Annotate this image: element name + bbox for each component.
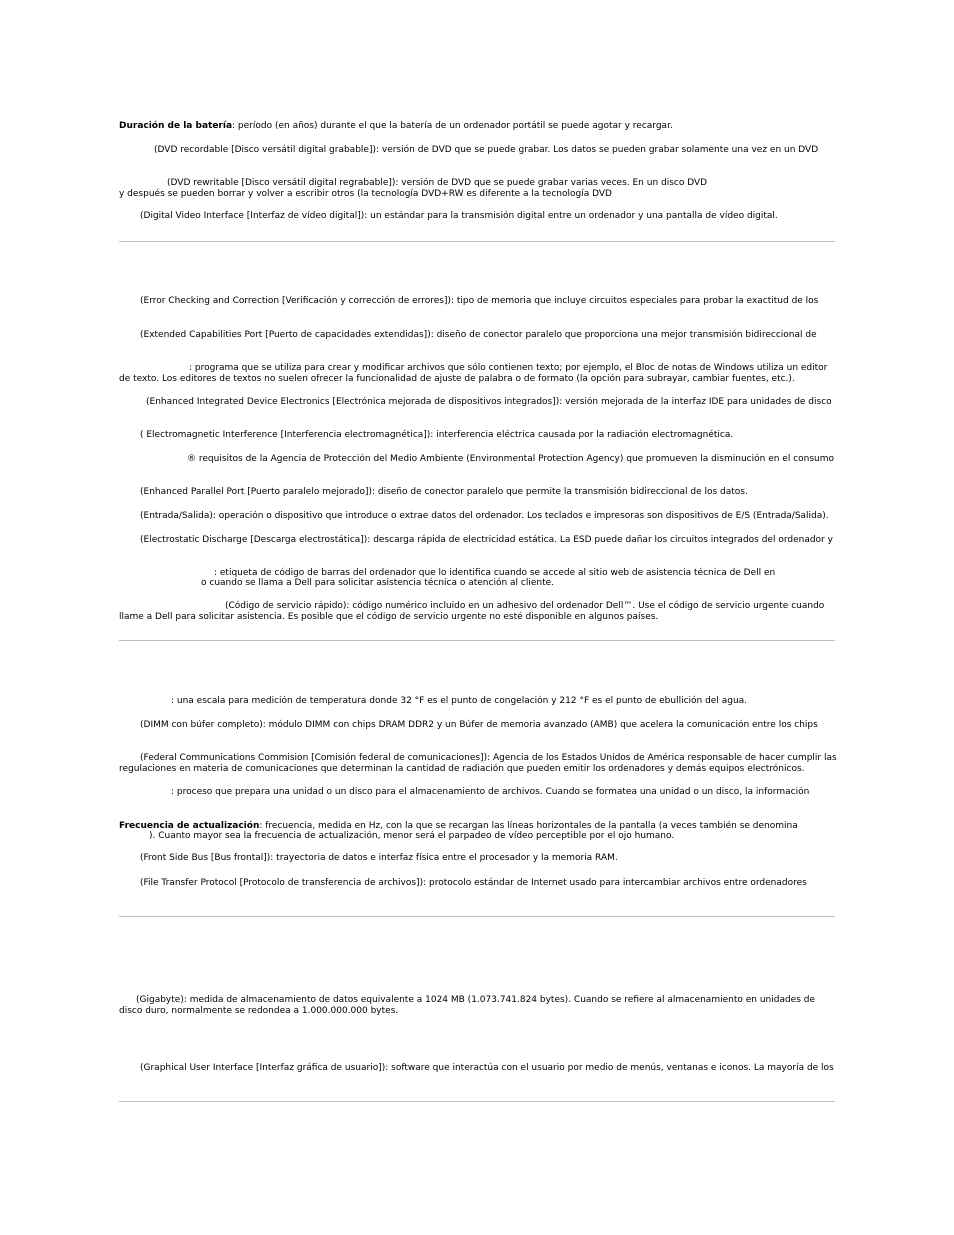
entry-gb-line2: disco duro, normalmente se redondea a 1.000.000.000 bytes. [119,1006,399,1016]
entry-dvi: (Digital Video Interface [Interfaz de vídeo digital]): un estándar para la transmisión digital entre un ordenador y una pantalla de vídeo digital. [140,211,778,221]
section-divider [119,916,835,917]
entry-fcc-line2: regulaciones en materia de comunicaciones que determinan la cantidad de radiación que pueden emitir los ordenadores y demás equipos electrónicos. [119,764,805,774]
entry-fsb: (Front Side Bus [Bus frontal]): trayectoria de datos e interfaz física entre el procesador y la memoria RAM. [140,853,618,863]
entry-etiqueta-line2: o cuando se llama a Dell para solicitar asistencia técnica o atención al cliente. [201,578,555,588]
section-divider [119,640,835,641]
entry-energy-star: ® requisitos de la Agencia de Protección del Medio Ambiente (Environmental Protection Agency) que promueven la disminución en el consumo [187,454,835,464]
entry-codigo-servicio-line2: llame a Dell para solicitar asistencia. Es posible que el código de servicio urgente no esté disponible en algunos países. [119,612,659,622]
entry-ftp: (File Transfer Protocol [Protocolo de transferencia de archivos]): protocolo estándar de Internet usado para intercambiar archivos entre ordenadores [140,878,807,888]
term-duracion-bateria: Duración de la batería [119,121,233,131]
entry-dvd-rw-line1: (DVD rewritable [Disco versátil digital regrabable]): versión de DVD que se puede grabar varias veces. En un disco DVD [167,178,708,188]
entry-duracion-bateria [119,121,835,132]
entry-fbd: (DIMM con búfer completo): módulo DIMM con chips DRAM DDR2 y un Búfer de memoria avanzado (AMB) que acelera la comunicación entre los chips [140,720,818,730]
entry-dvd-r: (DVD recordable [Disco versátil digital grabable]): versión de DVD que se puede grabar. Los datos se pueden grabar solamente una vez en un DVD [154,145,819,155]
entry-etiqueta-line1: : etiqueta de código de barras del ordenador que lo identifica cuando se accede al sitio web de asistencia técnica de Dell en [214,568,776,578]
entry-emi: ( Electromagnetic Interference [Interferencia electromagnética]): interferencia eléctrica causada por la radiación electromagnética. [140,430,734,440]
entry-fcc-line1: (Federal Communications Commision [Comisión federal de comunicaciones]): Agencia de los Estados Unidos de América responsable de hacer cumplir las [140,753,837,763]
term-frecuencia-actualizacion: Frecuencia de actualización [119,821,260,831]
section-divider [119,241,835,242]
entry-ecp: (Extended Capabilities Port [Puerto de capacidades extendidas]): diseño de conector paralelo que proporciona una mejor transmisión bidireccional de [140,330,817,340]
entry-gb-line1: (Gigabyte): medida de almacenamiento de datos equivalente a 1024 MB (1.073.741.824 bytes). Cuando se refiere al almacenamiento en unidades de [136,995,816,1005]
entry-formatear: : proceso que prepara una unidad o un disco para el almacenamiento de archivos. Cuando se formatea una unidad o un disco, la información [171,787,810,797]
entry-eide: (Enhanced Integrated Device Electronics [Electrónica mejorada de dispositivos integrados]): versión mejorada de la interfaz IDE para unidades de disco [146,397,832,407]
section-divider [119,1101,835,1102]
entry-fahrenheit: : una escala para medición de temperatura donde 32 °F es el punto de congelación y 212 °F es el punto de ebullición del agua. [171,696,748,706]
definition-text: : período (en años) durante el que la batería de un ordenador portátil se puede agotar y recargar. [232,121,673,131]
entry-es: (Entrada/Salida): operación o dispositivo que introduce o extrae datos del ordenador. Los teclados e impresoras son dispositivos de E/S (Entrada/Salida). [140,511,829,521]
entry-frecuencia-line2: ). Cuanto mayor sea la frecuencia de actualización, menor será el parpadeo de vídeo perceptible por el ojo humano. [149,831,675,841]
entry-esd: (Electrostatic Discharge [Descarga electrostática]): descarga rápida de electricidad estática. La ESD puede dañar los circuitos integrados del ordenador y [140,535,833,545]
definition-text: : frecuencia, medida en Hz, con la que se recargan las líneas horizontales de la pantalla (a veces también se denomina [259,821,798,831]
entry-epp: (Enhanced Parallel Port [Puerto paralelo mejorado]): diseño de conector paralelo que permite la transmisión bidireccional de los datos. [140,487,748,497]
entry-editor-line2: de texto. Los editores de textos no suelen ofrecer la funcionalidad de ajuste de palabra o de formato (la opción para subrayar, cambiar fuentes, etc.). [119,374,795,384]
entry-gui: (Graphical User Interface [Interfaz gráfica de usuario]): software que interactúa con el usuario por medio de menús, ventanas e iconos. La mayoría de los [140,1063,834,1073]
entry-codigo-servicio-line1: (Código de servicio rápido): código numérico incluido en un adhesivo del ordenador Dell™. Use el código de servicio urgente cuando [225,601,825,611]
entry-ecc: (Error Checking and Correction [Verificación y corrección de errores]): tipo de memoria que incluye circuitos especiales para probar la exactitud de los [140,296,819,306]
entry-dvd-rw-line2: y después se pueden borrar y volver a escribir otros (la tecnología DVD+RW es diferente a la tecnología DVD [119,189,612,199]
entry-editor-line1: : programa que se utiliza para crear y modificar archivos que sólo contienen texto; por ejemplo, el Bloc de notas de Windows utiliza un editor [189,363,828,373]
